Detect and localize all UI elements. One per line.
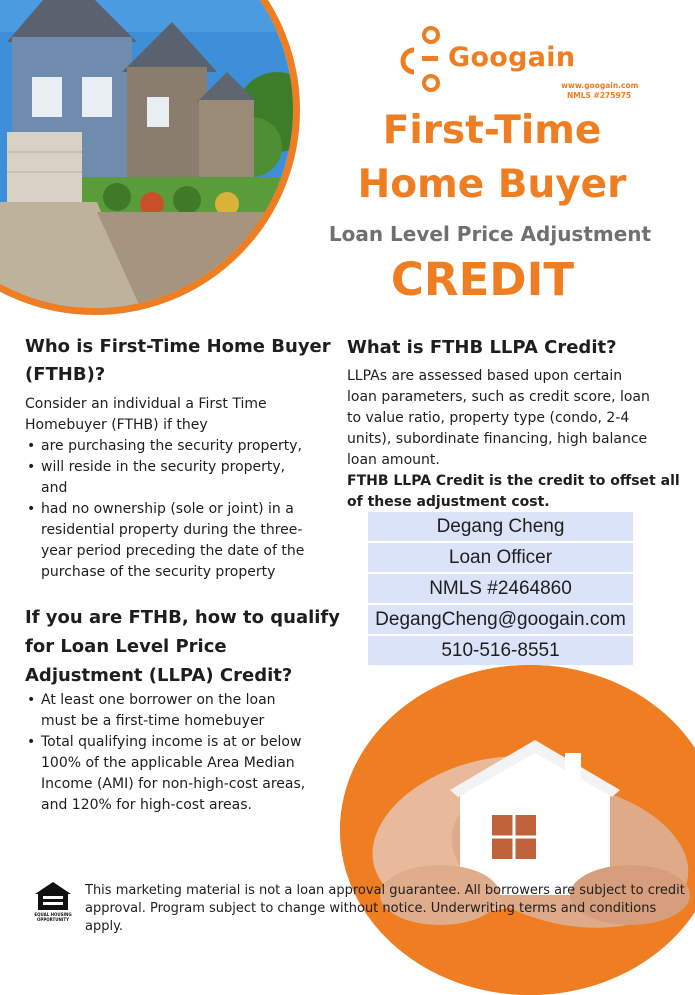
house-photo xyxy=(0,0,300,315)
qualify-bullet-2-line-3: Income (AMI) for non-high-cost areas, xyxy=(41,776,306,792)
qualify-heading-line-1: If you are FTHB, how to qualify xyxy=(25,607,340,628)
who-bullet-3 xyxy=(25,499,335,583)
qualify-bullet-1-line-1: • At least one borrower on the loan xyxy=(41,692,276,708)
what-body-line-5: loan amount. xyxy=(347,452,440,468)
who-body xyxy=(25,394,335,583)
qualify-bullet-list xyxy=(25,690,335,816)
brand-name: Googain xyxy=(448,42,576,73)
who-heading-line-1: Who is First-Time Home Buyer xyxy=(25,336,331,357)
qualify-heading-line-2: for Loan Level Price xyxy=(25,636,227,657)
who-bullet-2 xyxy=(25,457,335,499)
contact-phone[interactable]: 510-516-8551 xyxy=(368,636,633,665)
who-bullet-1-line-1: • are purchasing the security property, xyxy=(41,438,302,454)
credit-heading: CREDIT xyxy=(390,253,575,306)
who-intro-line-2: Homebuyer (FTHB) if they xyxy=(25,417,208,433)
googain-logo xyxy=(398,24,578,98)
who-bullet-3-line-1: • had no ownership (sole or joint) in a xyxy=(41,501,294,517)
who-intro-line-1: Consider an individual a First Time xyxy=(25,396,267,412)
contact-email[interactable]: DegangCheng@googain.com xyxy=(368,605,633,634)
contact-title: Loan Officer xyxy=(368,543,633,572)
disclaimer-line-1: This marketing material is not a loan approval guarantee. All borrowers are subject to credit xyxy=(85,883,685,898)
brand-nmls: NMLS #275975 xyxy=(567,91,632,100)
subtitle: Loan Level Price Adjustment xyxy=(328,222,652,246)
who-heading xyxy=(25,333,335,389)
equal-housing-opportunity-icon xyxy=(32,880,74,922)
who-bullet-2-line-1: • will reside in the security property, xyxy=(41,459,286,475)
who-bullet-3-line-2: residential property during the three- xyxy=(41,522,303,538)
what-heading: What is FTHB LLPA Credit? xyxy=(347,337,617,358)
who-heading-line-2: (FTHB)? xyxy=(25,364,106,385)
brand-contact xyxy=(561,81,638,101)
qualify-bullet-2-line-4: and 120% for high-cost areas. xyxy=(41,797,252,813)
qualify-bullet-1-line-2: must be a first-time homebuyer xyxy=(41,713,265,729)
qualify-heading-line-3: Adjustment (LLPA) Credit? xyxy=(25,665,293,686)
qualify-body xyxy=(25,690,335,816)
who-bullet-3-line-4: purchase of the security property xyxy=(41,564,276,580)
disclaimer-line-2: approval. Program subject to change without notice. Underwriting terms and conditions apply. xyxy=(85,901,657,934)
qualify-bullet-2 xyxy=(25,732,335,816)
equal-housing-caption-2: OPPORTUNITY xyxy=(36,917,70,922)
what-body xyxy=(347,366,682,513)
qualify-bullet-1 xyxy=(25,690,335,732)
what-bold-line-1: FTHB LLPA Credit is the credit to offset all xyxy=(347,473,680,489)
who-bullet-list xyxy=(25,436,335,583)
hands-house-photo xyxy=(340,665,695,995)
title-line-2: Home Buyer xyxy=(357,162,627,207)
what-body-line-2: loan parameters, such as credit score, loan xyxy=(347,389,650,405)
who-bullet-1 xyxy=(25,436,335,457)
what-body-line-4: units), subordinate financing, high balance xyxy=(347,431,648,447)
qualify-heading xyxy=(25,603,345,690)
equal-housing-caption-1: EQUAL HOUSING xyxy=(34,912,72,917)
brand-website[interactable]: www.googain.com xyxy=(561,81,639,90)
disclaimer xyxy=(85,882,685,936)
who-bullet-3-line-3: year period preceding the date of the xyxy=(41,543,305,559)
qualify-bullet-2-line-1: • Total qualifying income is at or below xyxy=(41,734,302,750)
what-body-line-3: to value ratio, property type (condo, 2-4 xyxy=(347,410,630,426)
title-line-1: First-Time xyxy=(382,108,602,153)
contact-name: Degang Cheng xyxy=(368,512,633,541)
qualify-bullet-2-line-2: 100% of the applicable Area Median xyxy=(41,755,295,771)
what-bold-line-2: of these adjustment cost. xyxy=(347,494,550,510)
what-body-line-1: LLPAs are assessed based upon certain xyxy=(347,368,623,384)
who-bullet-2-line-2: and xyxy=(41,480,68,496)
googain-logo-icon xyxy=(398,24,448,98)
contact-nmls: NMLS #2464860 xyxy=(368,574,633,603)
